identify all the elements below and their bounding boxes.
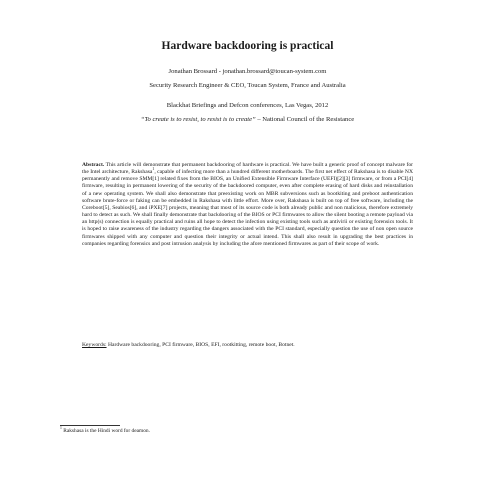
footnote-text: Rakshasa is the Hindi word for deamon. (63, 428, 150, 434)
footnote-reference: 1 (152, 167, 155, 172)
venue-line: Blackhat Briefings and Defcon conferences, Las Vegas, 2012 (166, 102, 329, 109)
affiliation-line: Security Research Engineer & CEO, Toucan System, France and Australia (149, 82, 346, 89)
footnote-rule (60, 425, 120, 426)
keywords-text: Hardware backdooring, PCI firmware, BIOS, EFI, rootkitting, remote boot, Botnet. (106, 342, 295, 348)
quote-source: – National Council of the Resistance (255, 116, 355, 123)
abstract-text-2: , capable of infecting more than a hundred different motherboards. The first net effect of Rakshasa is to disable NX permanently and remove SMM[1] related fixes from the BIOS, an Unified Extensible Firmware Interface (UEFI)[2][3] firmware, or from a PCI[4] firmware, resulting in permanent lowering of the security of the backdoored computer, even after complete erasing of hard disks and reinstallation of a new operating system. We shall also demonstrate that preexisting work on MBR subversions such as bootkiting and preboot authentication software brute-force or faking can be embedded in Rakshasa with little effort. More over, Rakshasa is built on top of free software, including the Coreboot[5], Seabios[6], and iPXE[7] projects, meaning that most of its source code is both already public and non malicious, therefore extremely hard to detect as such. We shall finally demonstrate that backdooring of the BIOS or PCI firmwares to allow the silent booting a remote payload via an http(s) connection is equally practical and ruins all hope to detect the infection using existing tools such as antivirii or existing forensics tools. It is hoped to raise awareness of the industry regarding the dangers associated with the PCI standard, especially question the use of non open source firmwares shipped with any computer and question their integrity or actual intend. This shall also result in upgrading the best practices in companies regarding forensics and post intrusion analysis by including the afore mentioned firmwares as part of their scope of work. (82, 169, 413, 247)
abstract-label: Abstract. (82, 162, 105, 168)
footnote (60, 428, 440, 435)
author-line: Jonathan Brossard - jonathan.brossard@toucan-system.com (168, 68, 327, 75)
keywords (82, 342, 413, 349)
quote-text: “To create is to resist, to resist is to create” (140, 116, 256, 123)
epigraph-quote (0, 116, 495, 123)
footnote-mark: 1 (60, 426, 62, 431)
paper-title: Hardware backdooring is practical (161, 40, 334, 52)
abstract (82, 162, 413, 248)
keywords-label: Keywords: (82, 342, 107, 348)
abstract-text-1: This article will demonstrate that permanent backdooring of hardware is practical. We have built a generic proof of concept malware for the Intel architecture, Rakshasa (82, 162, 413, 176)
